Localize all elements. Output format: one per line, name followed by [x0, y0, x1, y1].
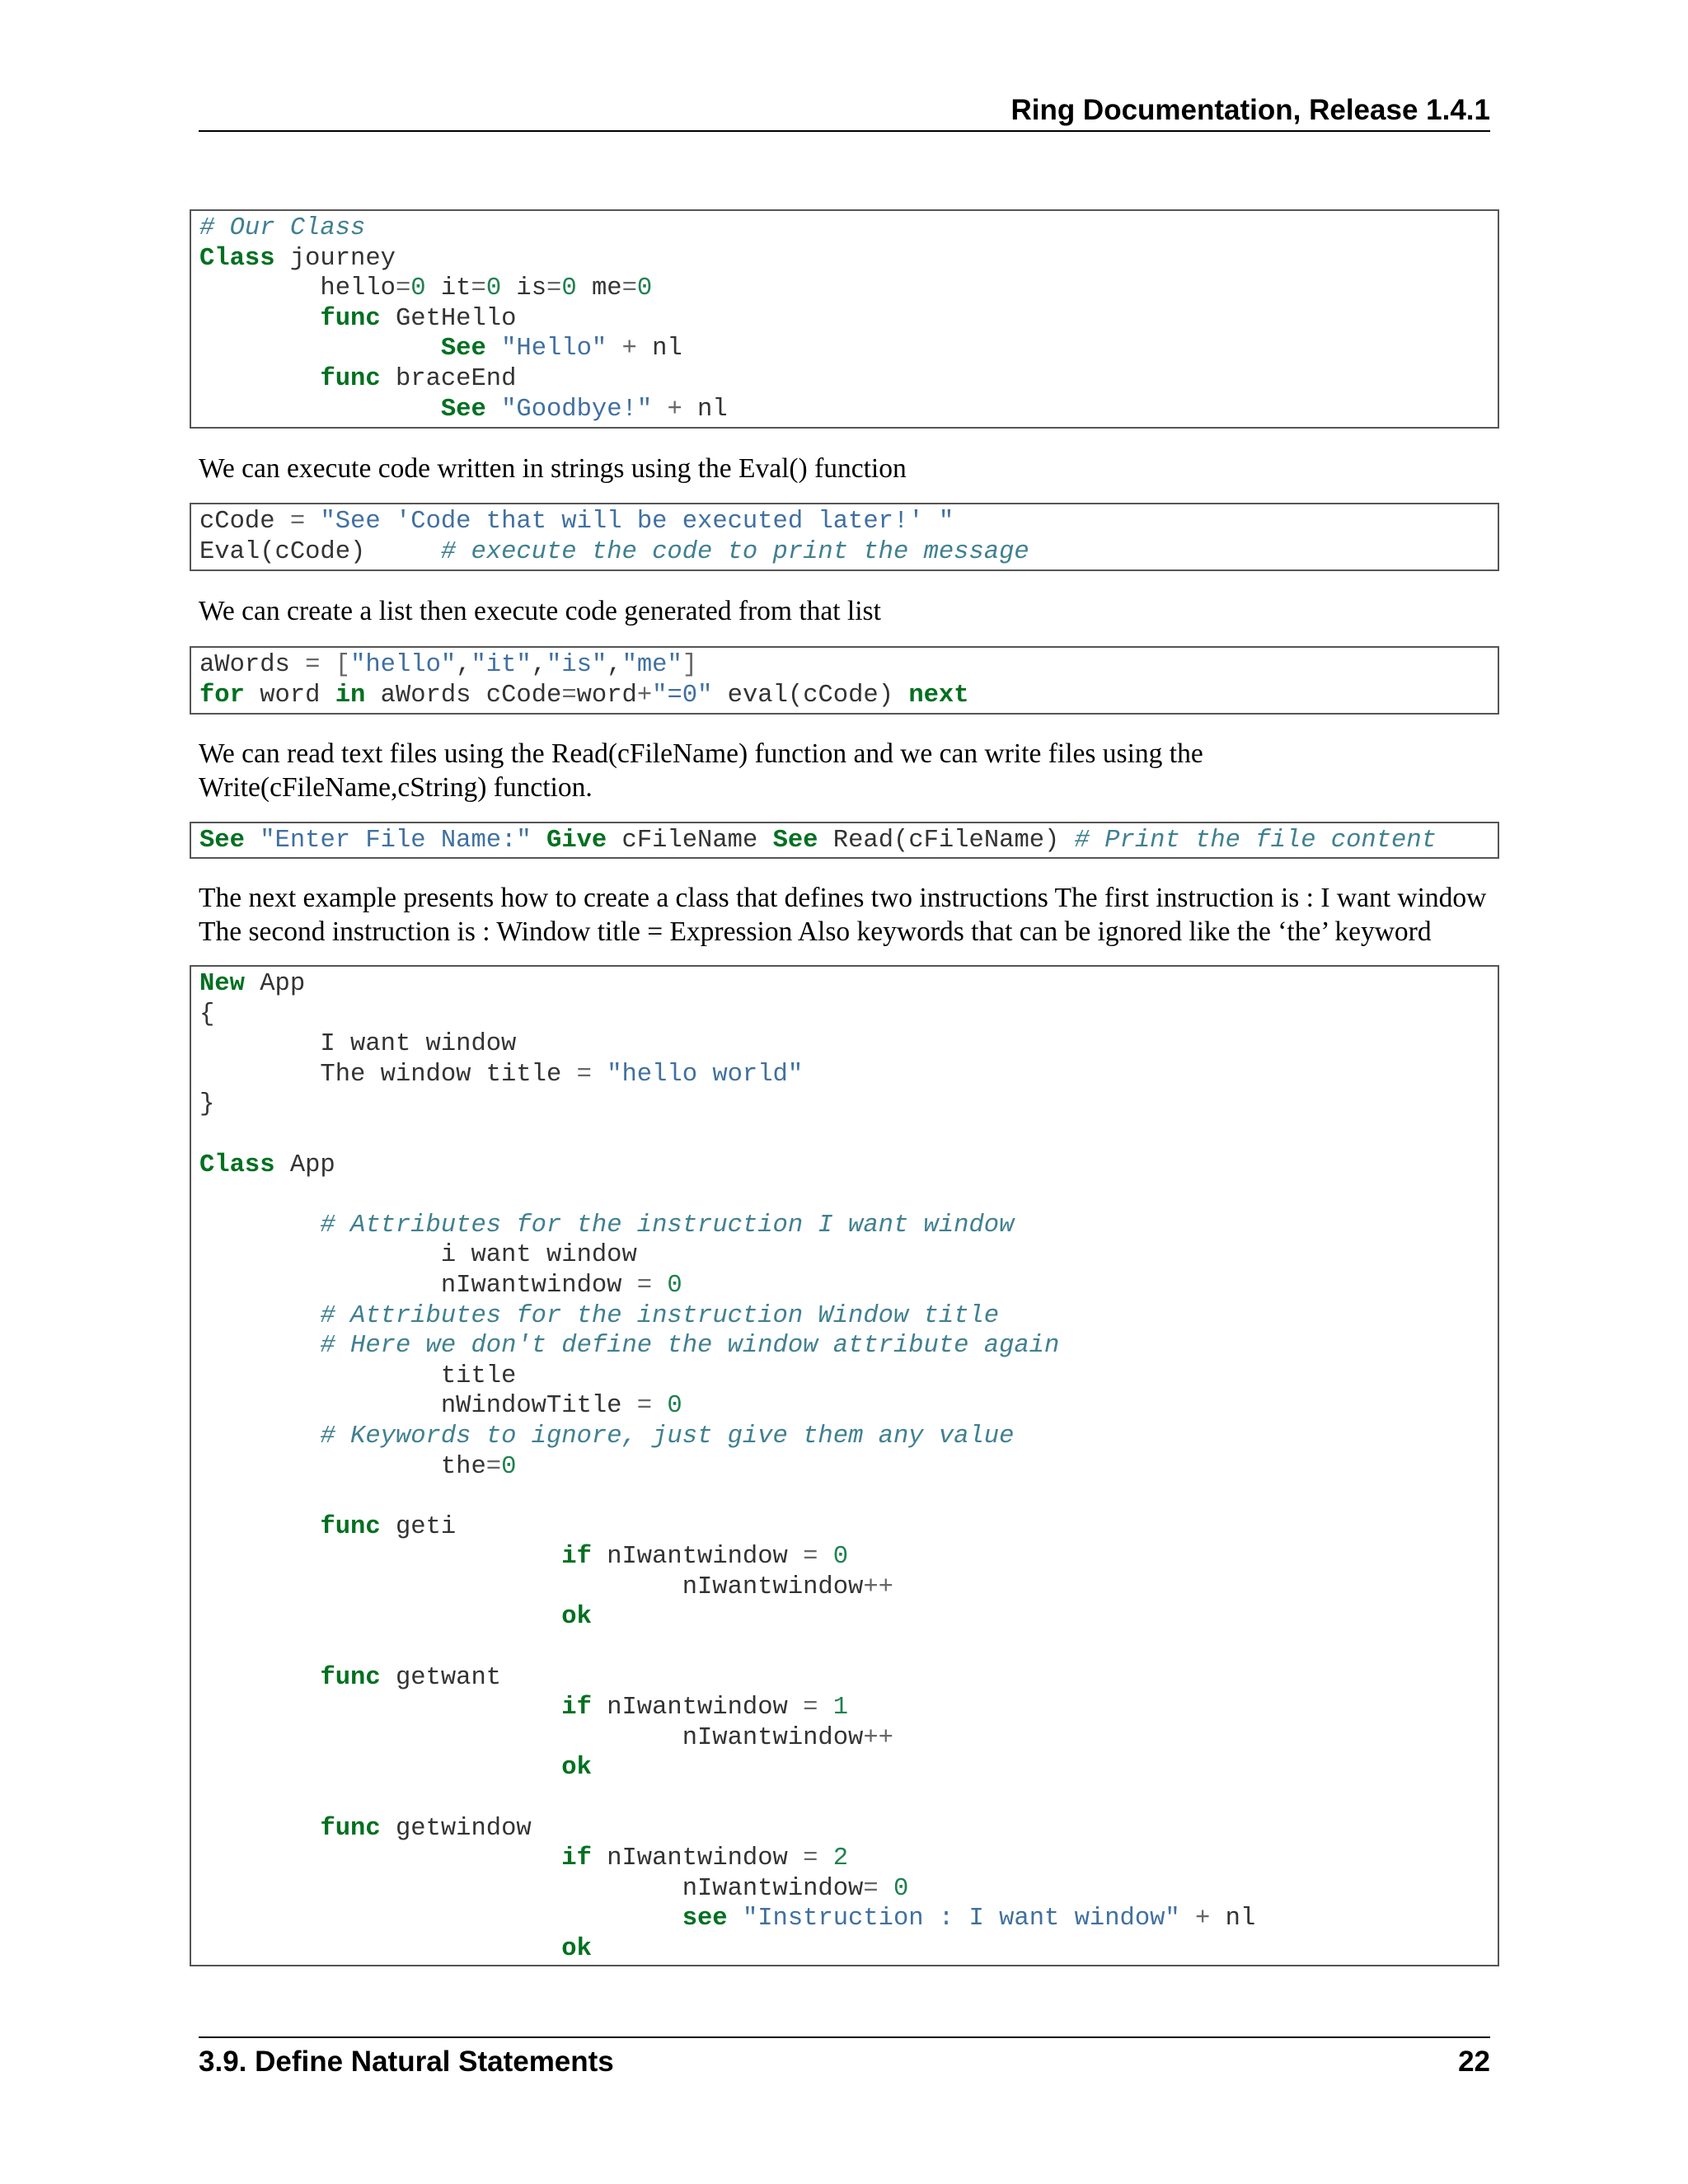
- code-token: The window title: [199, 1060, 577, 1089]
- code-token: ++: [863, 1572, 893, 1601]
- code-token: "me": [621, 651, 682, 679]
- code-token: nWindowTitle: [199, 1392, 637, 1421]
- code-token: [199, 1513, 320, 1541]
- code-token: Read(cFileName): [818, 827, 1075, 855]
- running-header-title: Ring Documentation, Release 1.4.1: [1010, 94, 1490, 126]
- code-token: nl: [682, 395, 728, 424]
- code-token: 0: [410, 274, 426, 303]
- code-token: Class: [199, 1151, 275, 1179]
- code-token: 0: [893, 1874, 909, 1903]
- code-token: is: [501, 274, 547, 303]
- code-token: nIwantwindow: [199, 1271, 637, 1300]
- code-token: nIwantwindow: [199, 1874, 864, 1903]
- code-token: cFileName: [607, 827, 773, 855]
- code-token: [818, 1844, 832, 1872]
- code-token: word: [244, 681, 335, 710]
- code-line: [199, 1120, 1498, 1151]
- code-token: ]: [682, 651, 698, 679]
- code-token: "hello world": [607, 1060, 804, 1089]
- code-block-read-file: [190, 822, 1499, 859]
- code-line: [199, 395, 1498, 425]
- code-token: [199, 1302, 320, 1330]
- code-token: ,: [456, 651, 471, 679]
- paragraph-natural-statements-intro: The next example presents how to create a class that defines two instructions The first instruction is : I want window The second instruction is : Window title = Expression Also keywords that can be ignored like the ‘the’ keyword: [199, 883, 1487, 947]
- code-token: "See 'Code that will be executed later!' ": [320, 508, 954, 536]
- code-line: [199, 1391, 1498, 1422]
- code-token: [199, 305, 320, 333]
- code-token: eval(cCode): [712, 681, 909, 710]
- code-token: # Attributes for the instruction Window title: [320, 1301, 1000, 1330]
- code-token: it: [425, 274, 471, 303]
- code-token: See: [440, 395, 486, 424]
- code-token: geti: [380, 1512, 457, 1541]
- code-token: =: [636, 1392, 653, 1421]
- code-token: 0: [561, 274, 577, 303]
- code-token: [199, 335, 441, 363]
- code-token: ok: [561, 1603, 592, 1632]
- code-token: "Hello": [501, 335, 607, 363]
- code-token: Give: [546, 827, 607, 855]
- code-line: [199, 334, 1498, 364]
- code-token: [486, 396, 501, 424]
- code-token: "Instruction : I want window": [742, 1905, 1180, 1933]
- code-line: [199, 213, 1498, 244]
- code-token: [199, 1935, 561, 1963]
- code-token: if: [561, 1543, 592, 1572]
- paragraph-eval-intro: We can execute code written in strings using the Eval() function: [199, 453, 907, 484]
- code-line: [199, 1814, 1498, 1844]
- code-token: # execute the code to print the message: [440, 537, 1029, 566]
- code-token: See: [199, 827, 245, 855]
- code-token: =: [576, 1060, 592, 1089]
- code-token: ok: [561, 1935, 592, 1963]
- code-token: nIwantwindow: [199, 1723, 864, 1752]
- code-token: func: [320, 304, 381, 333]
- code-token: ok: [561, 1754, 592, 1783]
- header-divider: [199, 130, 1490, 132]
- code-block-list: [190, 646, 1499, 715]
- code-token: =: [305, 651, 321, 679]
- code-token: [532, 827, 546, 855]
- code-token: nIwantwindow: [591, 1844, 804, 1873]
- code-token: ,: [531, 651, 547, 679]
- code-token: [818, 1694, 832, 1722]
- code-token: [818, 1543, 832, 1571]
- code-block-eval: [190, 503, 1499, 571]
- code-line: [199, 1633, 1498, 1663]
- code-token: [199, 1543, 561, 1571]
- code-line: [199, 1090, 1498, 1120]
- code-line: [199, 1361, 1498, 1392]
- code-token: "it": [471, 651, 532, 679]
- code-token: [199, 1844, 561, 1872]
- code-token: ,: [607, 651, 622, 679]
- code-line: [199, 1240, 1498, 1271]
- code-token: 0: [501, 1452, 517, 1481]
- code-token: 0: [667, 1271, 682, 1300]
- code-token: [305, 508, 320, 536]
- code-line: [199, 1060, 1498, 1090]
- code-token: if: [561, 1844, 592, 1873]
- code-line: [199, 1904, 1498, 1934]
- code-line: [199, 1301, 1498, 1332]
- code-line: [199, 1693, 1498, 1723]
- code-line: [199, 1844, 1498, 1874]
- code-token: =: [561, 681, 577, 710]
- code-token: [245, 827, 260, 855]
- code-token: [607, 335, 621, 363]
- code-token: word: [576, 681, 637, 710]
- code-line: [199, 1663, 1498, 1694]
- code-token: # Our Class: [199, 214, 366, 242]
- code-token: # Attributes for the instruction I want window: [320, 1211, 1015, 1240]
- code-line: [199, 1029, 1498, 1060]
- code-token: [486, 335, 501, 363]
- code-token: }: [199, 1090, 215, 1119]
- code-token: braceEnd: [380, 364, 517, 393]
- code-token: aWords: [199, 651, 306, 679]
- code-line: [199, 1542, 1498, 1572]
- code-line: [199, 244, 1498, 274]
- code-token: [592, 1061, 607, 1089]
- code-token: nl: [1210, 1905, 1256, 1933]
- code-token: [199, 365, 320, 393]
- code-token: +: [1195, 1905, 1211, 1933]
- code-token: the: [199, 1452, 486, 1481]
- code-token: See: [440, 335, 486, 363]
- code-token: # Keywords to ignore, just give them any value: [320, 1422, 1015, 1451]
- code-token: +: [667, 395, 682, 424]
- code-line: [199, 1211, 1498, 1241]
- code-token: for: [199, 681, 245, 710]
- code-token: =: [395, 274, 411, 303]
- code-token: if: [561, 1694, 592, 1722]
- code-token: journey: [274, 244, 396, 273]
- code-token: GetHello: [380, 304, 517, 333]
- code-token: [1180, 1905, 1195, 1933]
- code-token: 1: [832, 1694, 849, 1722]
- code-token: 2: [832, 1844, 849, 1873]
- code-token: [199, 1422, 320, 1451]
- code-token: # Here we don't define the window attribute again: [320, 1332, 1060, 1361]
- code-token: "=0": [652, 681, 713, 710]
- code-line: [199, 969, 1498, 1000]
- code-line: [199, 1723, 1498, 1754]
- code-token: title: [199, 1361, 517, 1390]
- code-token: [652, 396, 667, 424]
- code-block-app-class: [190, 965, 1499, 1966]
- code-token: See: [772, 827, 818, 855]
- code-token: =: [485, 1452, 502, 1481]
- code-token: 0: [667, 1392, 682, 1421]
- code-token: 0: [485, 274, 502, 303]
- code-token: +: [621, 335, 637, 363]
- code-token: [199, 1905, 682, 1933]
- code-token: aWords cCode: [365, 681, 562, 710]
- code-token: [199, 1212, 320, 1240]
- code-token: [199, 1332, 320, 1360]
- code-token: =: [803, 1543, 818, 1572]
- code-line: [199, 304, 1498, 335]
- code-line: [199, 1572, 1498, 1603]
- code-token: =: [546, 274, 562, 303]
- code-token: me: [576, 274, 622, 303]
- code-line: [199, 1482, 1498, 1512]
- code-line: [199, 1874, 1498, 1905]
- code-token: =: [636, 1271, 653, 1300]
- code-token: App: [244, 970, 306, 998]
- code-token: [199, 1603, 561, 1631]
- code-token: [728, 1905, 743, 1933]
- code-token: nIwantwindow: [591, 1543, 804, 1572]
- code-token: hello: [199, 274, 396, 303]
- code-line: [199, 274, 1498, 304]
- code-line: [199, 1180, 1498, 1211]
- code-token: Class: [199, 244, 275, 273]
- code-line: [199, 1783, 1498, 1814]
- code-token: getwant: [380, 1663, 502, 1692]
- code-line: [199, 1512, 1498, 1543]
- code-token: [199, 1694, 561, 1722]
- footer-divider: [199, 2036, 1490, 2038]
- code-token: [320, 651, 335, 679]
- code-token: New: [199, 970, 245, 998]
- code-token: i want window: [199, 1241, 637, 1270]
- code-token: func: [320, 1512, 381, 1541]
- code-token: next: [908, 681, 969, 710]
- code-token: func: [320, 1814, 381, 1843]
- code-token: func: [320, 364, 381, 393]
- page-number: 22: [1458, 2046, 1490, 2078]
- code-block-journey-class: [190, 209, 1499, 429]
- code-token: [199, 1815, 320, 1843]
- paragraph-list-intro: We can create a list then execute code generated from that list: [199, 596, 881, 626]
- code-line: [199, 826, 1498, 856]
- paragraph-read-write-intro: We can read text files using the Read(cFileName) function and we can write files using the Write(cFileName,cString) function.: [199, 738, 1203, 803]
- code-line: [199, 1271, 1498, 1301]
- code-token: [199, 1664, 320, 1692]
- code-token: "Enter File Name:": [260, 827, 532, 855]
- code-token: in: [335, 681, 366, 710]
- code-line: [199, 537, 1498, 568]
- code-line: [199, 364, 1498, 395]
- code-line: [199, 1452, 1498, 1483]
- code-token: =: [621, 274, 637, 303]
- code-token: =: [471, 274, 486, 303]
- code-line: [199, 1331, 1498, 1361]
- code-token: nl: [636, 335, 682, 363]
- code-line: [199, 1151, 1498, 1181]
- code-token: 0: [832, 1543, 849, 1572]
- code-token: =: [863, 1874, 879, 1903]
- code-token: App: [274, 1151, 335, 1179]
- code-token: =: [289, 508, 306, 536]
- code-token: {: [199, 1000, 215, 1029]
- code-token: # Print the file content: [1074, 827, 1437, 855]
- code-line: [199, 1422, 1498, 1452]
- footer-section-title: 3.9. Define Natural Statements: [199, 2046, 614, 2078]
- code-token: 0: [636, 274, 653, 303]
- code-token: [652, 1392, 667, 1420]
- code-line: [199, 507, 1498, 537]
- code-token: "is": [546, 651, 607, 679]
- code-token: "hello": [350, 651, 457, 679]
- code-line: [199, 650, 1498, 681]
- code-token: func: [320, 1663, 381, 1692]
- code-token: I want window: [199, 1030, 517, 1059]
- code-token: see: [682, 1905, 728, 1933]
- code-token: Eval(cCode): [199, 537, 441, 566]
- code-token: [879, 1875, 893, 1903]
- code-line: [199, 1000, 1498, 1030]
- code-token: "Goodbye!": [501, 395, 653, 424]
- code-line: [199, 1602, 1498, 1633]
- code-token: getwindow: [380, 1814, 532, 1843]
- code-token: cCode: [199, 508, 290, 536]
- code-line: [199, 681, 1498, 711]
- code-token: nIwantwindow: [199, 1572, 864, 1601]
- code-token: [199, 396, 441, 424]
- code-token: [199, 1754, 561, 1782]
- code-token: =: [803, 1694, 818, 1722]
- code-token: [652, 1272, 667, 1300]
- code-token: [: [335, 651, 351, 679]
- code-token: =: [803, 1844, 818, 1873]
- code-line: [199, 1934, 1498, 1965]
- code-token: nIwantwindow: [591, 1694, 804, 1722]
- code-line: [199, 1753, 1498, 1783]
- code-token: ++: [863, 1723, 893, 1752]
- code-token: +: [636, 681, 653, 710]
